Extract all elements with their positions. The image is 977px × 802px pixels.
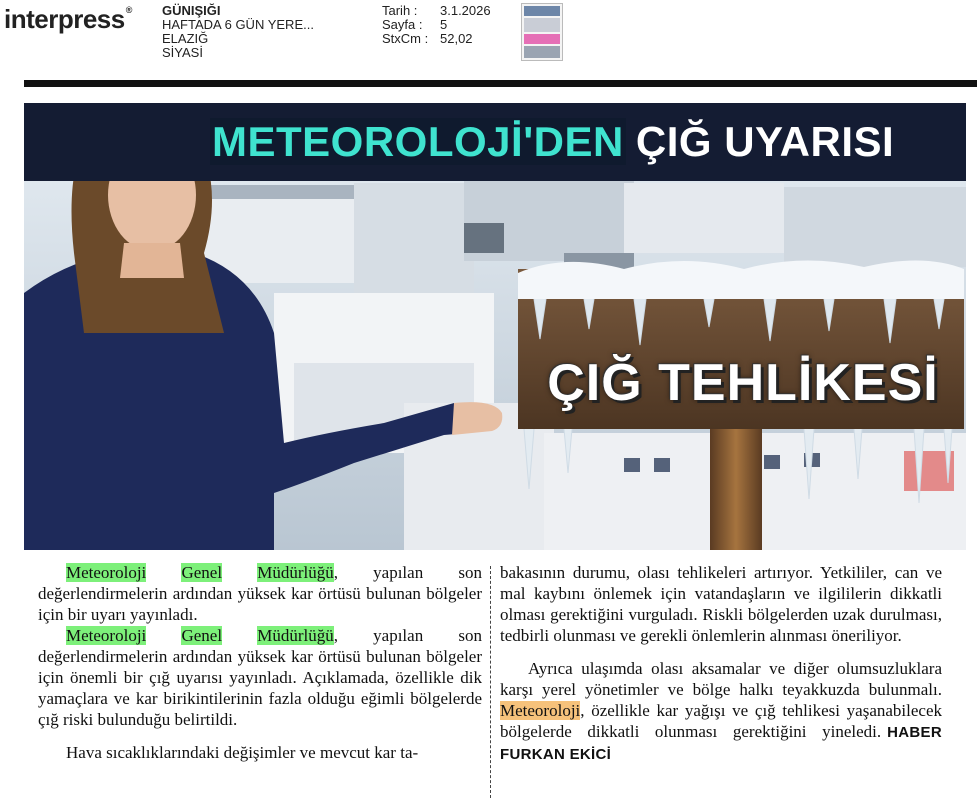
header-rule bbox=[24, 80, 977, 87]
window bbox=[654, 458, 670, 472]
paragraph: bakasının durumu, olası tehlikeleri artırıyor. Yetkililer, can ve mal kaybını önlemek için vatandaşların ve ilgililerin dikkatli olması gerektiğini vurguladı. Riskli bölgelerden uzak durulması, tedbirli olunması ve gerekli önlemlerin alınması öneriliyor. bbox=[500, 563, 942, 645]
article-column-left bbox=[38, 562, 482, 763]
headline-part-1: METEOROLOJİ'DEN bbox=[212, 118, 624, 165]
stxcm-label: StxCm : bbox=[382, 31, 429, 46]
clipping-category: SİYASİ bbox=[162, 45, 203, 60]
thumb-block bbox=[524, 46, 560, 58]
headline-part-2: ÇIĞ UYARISI bbox=[635, 118, 895, 165]
highlight-term: Genel bbox=[181, 626, 223, 645]
highlight-term: Genel bbox=[181, 563, 223, 582]
paragraph bbox=[38, 625, 482, 730]
building bbox=[784, 187, 966, 267]
clipping-headline[interactable]: HAFTADA 6 GÜN YERE... bbox=[162, 17, 314, 32]
roof bbox=[194, 185, 374, 199]
date-value: 3.1.2026 bbox=[440, 3, 491, 18]
clipping-city: ELAZIĞ bbox=[162, 31, 209, 46]
paragraph bbox=[38, 562, 482, 625]
column-divider bbox=[490, 566, 491, 798]
window bbox=[624, 458, 640, 472]
paragraph-text: , özellikle kar yağışı ve çığ tehlikesi yaşanabilecek bölgelerde dikkatli olunması gerektiğini yineledi. bbox=[500, 701, 942, 741]
paragraph-text: , yapılan son değerlendirmelerin ardından yüksek kar örtüsü bulunan bölgeler için bir uyarı yayınladı. bbox=[38, 563, 483, 624]
logo-registered-mark: ® bbox=[125, 5, 132, 15]
paragraph: Hava sıcaklıklarındaki değişimler ve mevcut kar ta- bbox=[66, 743, 419, 762]
sign-post bbox=[710, 429, 762, 550]
building bbox=[354, 183, 474, 293]
paragraph bbox=[500, 658, 942, 765]
highlight-term: Müdürlüğü bbox=[257, 563, 334, 582]
thumb-block bbox=[524, 6, 560, 16]
presenter-neck bbox=[120, 243, 184, 278]
highlight-term: Meteoroloji bbox=[500, 701, 581, 720]
logo-text: interpress bbox=[4, 4, 125, 34]
highlight-term: Meteoroloji bbox=[66, 563, 147, 582]
thumb-block bbox=[524, 34, 560, 44]
article-column-right bbox=[500, 562, 942, 765]
window bbox=[464, 223, 504, 253]
interpress-logo bbox=[4, 6, 132, 32]
clipping-meta bbox=[382, 4, 491, 46]
paragraph-text: , yapılan son değerlendirmelerin ardından yüksek kar örtüsü bulunan bölgeler için önemli bir çığ uyarısı yayınladı. Açıklamada, özellikle dik yamaçlara ve kar birikintilerinin fazla olduğu eğimli bölgelerde çığ riski bulunduğu belirtildi. bbox=[38, 626, 483, 729]
byline: HABER FURKAN EKİCİ bbox=[500, 724, 942, 763]
building bbox=[624, 183, 784, 253]
hero-image bbox=[24, 103, 966, 550]
thumb-block bbox=[524, 18, 560, 32]
stxcm-value: 52,02 bbox=[440, 31, 473, 46]
page-label: Sayfa : bbox=[382, 17, 423, 32]
page-value: 5 bbox=[440, 17, 448, 32]
clipping-info bbox=[162, 4, 314, 60]
headline bbox=[210, 117, 894, 167]
highlight-term: Meteoroloji bbox=[66, 626, 147, 645]
date-label: Tarih : bbox=[382, 3, 418, 18]
page-thumbnail[interactable] bbox=[521, 3, 563, 61]
highlight-term: Müdürlüğü bbox=[257, 626, 334, 645]
sign-text: ÇIĞ TEHLİKESİ bbox=[547, 354, 939, 412]
window bbox=[764, 455, 780, 469]
paragraph-text: Ayrıca ulaşımda olası aksamalar ve diğer olumsuzluklara karşı yerel yönetimler ve bölge halkı teyakkuzda bulunmalı. bbox=[500, 659, 942, 699]
publication-name: GÜNIŞIĞI bbox=[162, 3, 221, 18]
